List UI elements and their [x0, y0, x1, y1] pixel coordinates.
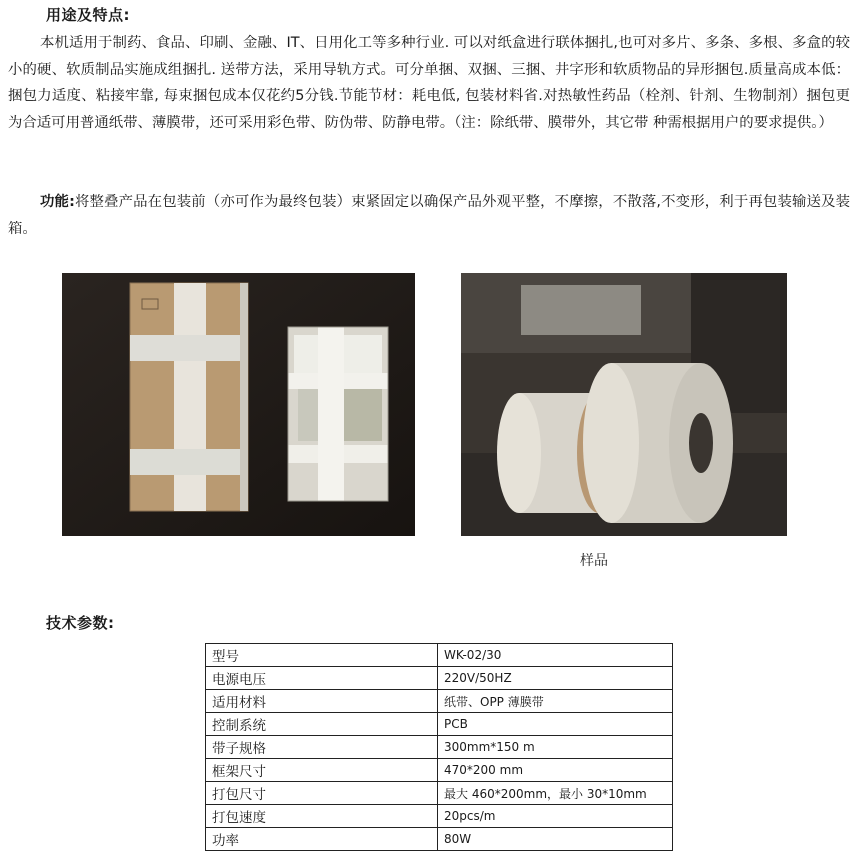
spec-value: 300mm*150 m [438, 736, 673, 759]
spec-key: 控制系统 [206, 713, 438, 736]
spec-key: 电源电压 [206, 667, 438, 690]
spec-value: 80W [438, 828, 673, 851]
bundled-boxes-photo [62, 273, 415, 536]
small-bundled-box [288, 327, 388, 501]
function-label: 功能: [40, 194, 75, 210]
spec-key: 框架尺寸 [206, 759, 438, 782]
table-row [206, 759, 673, 782]
tape-rolls-photo [461, 273, 787, 536]
spec-table [205, 643, 673, 851]
table-row [206, 736, 673, 759]
table-row [206, 828, 673, 851]
spec-value: 20pcs/m [438, 805, 673, 828]
specs-heading: 技术参数: [46, 614, 115, 632]
spec-key: 打包速度 [206, 805, 438, 828]
function-paragraph [8, 189, 850, 242]
spec-value: PCB [438, 713, 673, 736]
large-bundled-box [130, 283, 248, 511]
spec-key: 型号 [206, 644, 438, 667]
spec-value: 220V/50HZ [438, 667, 673, 690]
spec-value: 纸带、OPP 薄膜带 [438, 690, 673, 713]
spec-key: 功率 [206, 828, 438, 851]
table-row [206, 644, 673, 667]
usage-paragraph: 本机适用于制药、食品、印刷、金融、IT、日用化工等多种行业. 可以对纸盒进行联体捆扎,也可对多片、多条、多根、多盒的较小的硬、软质制品实施成组捆扎. 送带方法，采用导轨方式。可分单捆、双捆、三捆、井字形和软质物品的异形捆包.质量高成本低：捆包力适度、粘接牢靠, 每束捆包成本仅花约5分钱.节能节材：耗电低, 包装材料省.对热敏性药品（栓剂、针剂、生物制剂）捆包更为合适可用普通纸带、薄膜带，还可采用彩色带、防伪带、防静电带。（注：除纸带、膜带外，其它带 种需根据用户的要求提供。） [8, 35, 850, 131]
table-row [206, 713, 673, 736]
usage-heading: 用途及特点: [46, 6, 130, 24]
table-row [206, 805, 673, 828]
spec-value: WK-02/30 [438, 644, 673, 667]
table-row [206, 690, 673, 713]
spec-key: 带子规格 [206, 736, 438, 759]
spec-key: 适用材料 [206, 690, 438, 713]
sample-caption: 样品 [580, 553, 608, 569]
spec-key: 打包尺寸 [206, 782, 438, 805]
spec-value: 470*200 mm [438, 759, 673, 782]
table-row [206, 782, 673, 805]
function-text: 将整叠产品在包装前（亦可作为最终包装）束紧固定以确保产品外观平整，不摩擦，不散落,不变形，利于再包装输送及装箱。 [8, 194, 850, 237]
table-row [206, 667, 673, 690]
film-tape-roll [583, 363, 733, 523]
spec-value: 最大 460*200mm，最小 30*10mm [438, 782, 673, 805]
